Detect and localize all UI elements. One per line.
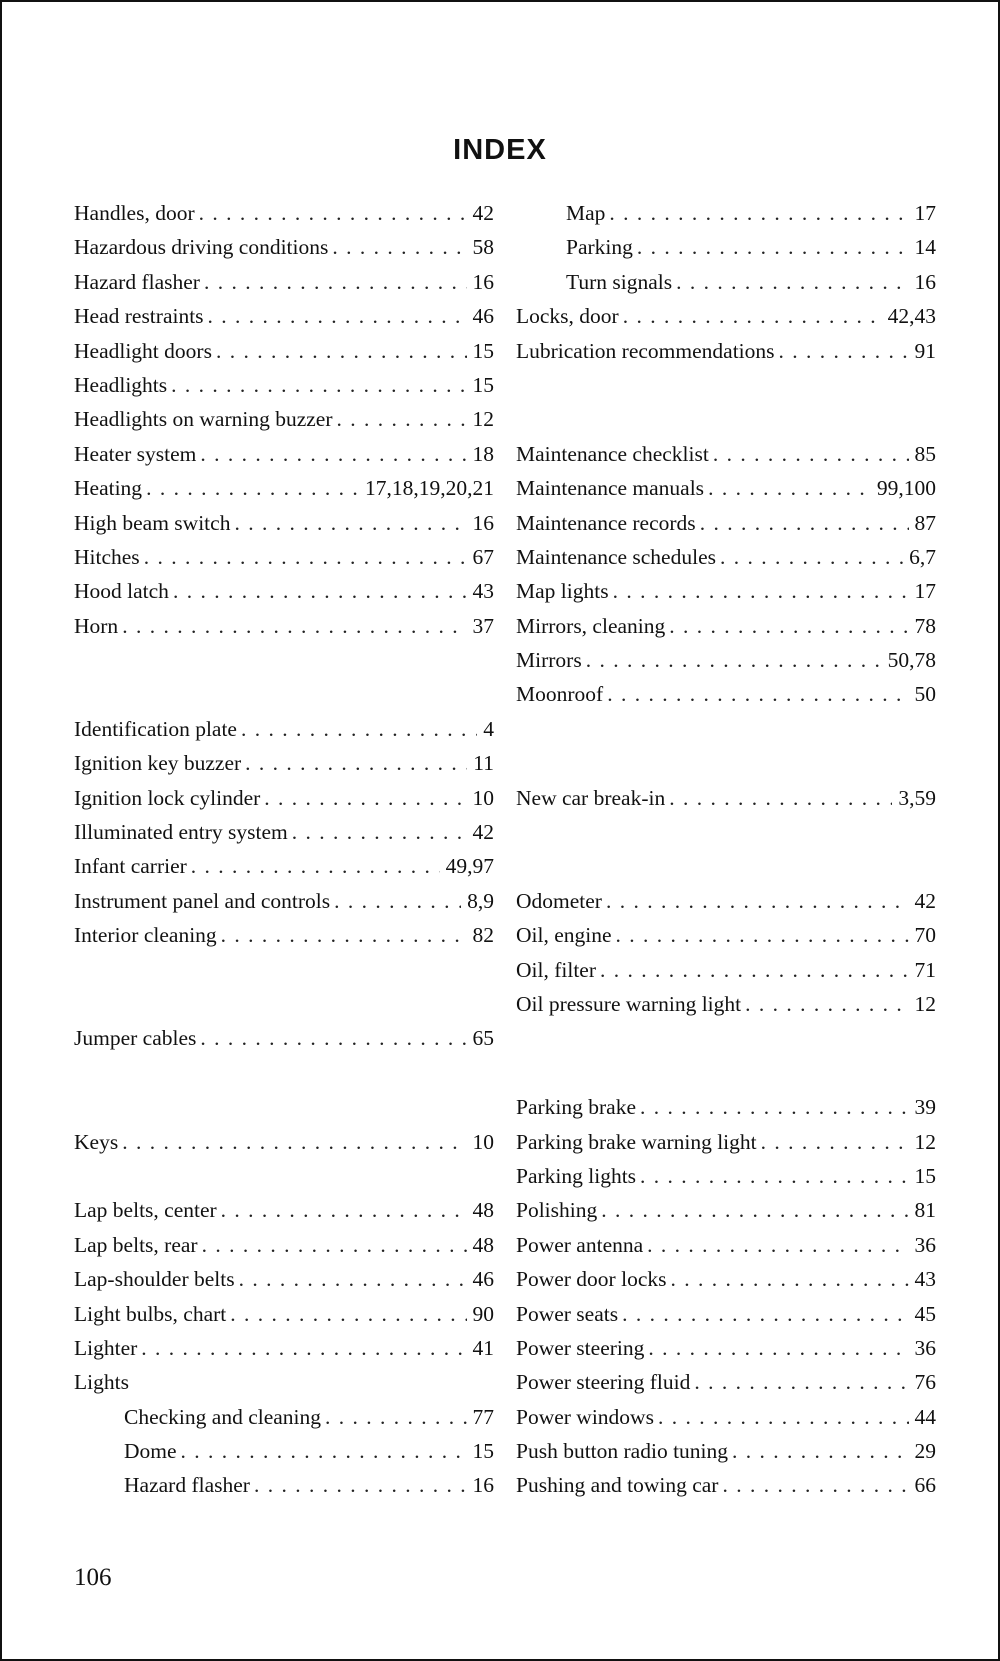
dot-leader [606,884,909,918]
index-term: Locks, door [516,304,619,329]
dot-leader [144,540,467,574]
index-page-ref: 12 [914,991,936,1016]
index-term: Heater system [74,441,197,466]
index-term: Headlights [74,372,168,397]
index-page-ref: 12 [472,407,494,432]
dot-leader [676,265,908,299]
index-spacer [516,368,936,402]
dot-leader [720,540,903,574]
index-term: Oil pressure warning light [516,991,742,1016]
index-page-ref: 50,78 [887,648,936,673]
dot-leader [230,1297,466,1331]
index-spacer [516,402,936,436]
index-page-ref: 8,9 [467,888,494,913]
index-page-ref: 48 [472,1232,494,1257]
index-term: Maintenance checklist [516,441,709,466]
index-page-ref: 45 [914,1301,936,1326]
index-page-ref: 37 [472,613,494,638]
index-term: Keys [74,1129,119,1154]
index-entry [74,1434,494,1468]
dot-leader [200,1021,466,1055]
dot-leader [708,471,871,505]
dot-leader [722,1468,908,1502]
index-entry [74,609,494,643]
dot-leader [761,1125,909,1159]
index-entry [516,677,936,711]
dot-leader [181,1434,467,1468]
index-entry [516,196,936,230]
index-term: Power windows [516,1404,654,1429]
dot-leader [623,299,882,333]
index-entry [74,1262,494,1296]
dot-leader [325,1400,466,1434]
index-entry [516,987,936,1021]
index-entry [516,265,936,299]
index-page-ref: 46 [472,304,494,329]
index-term: Lap belts, rear [74,1232,198,1257]
dot-leader [670,1262,908,1296]
dot-leader [586,643,882,677]
index-spacer [516,849,936,883]
dot-leader [199,196,467,230]
index-column-right [516,196,936,1503]
index-page-ref: 49,97 [445,854,494,879]
index-entry [516,609,936,643]
index-term: Headlight doors [74,338,212,363]
index-term: Mirrors [516,648,582,673]
index-entry [516,299,936,333]
index-page-ref: 12 [914,1129,936,1154]
index-spacer [74,1056,494,1090]
index-page-ref: 36 [914,1335,936,1360]
index-term: Mirrors, cleaning [516,613,666,638]
index-entry [74,781,494,815]
index-entry [74,574,494,608]
index-entry [74,368,494,402]
index-entry [516,781,936,815]
index-term: Infant carrier [74,854,187,879]
dot-leader [332,230,466,264]
index-column-left [74,196,494,1503]
dot-leader [241,712,477,746]
index-term: Maintenance manuals [516,476,705,501]
index-page-ref: 50 [914,682,936,707]
index-entry [74,1468,494,1502]
index-entry [516,1228,936,1262]
index-term: Polishing [516,1198,598,1223]
dot-leader [607,677,908,711]
index-entry [74,1331,494,1365]
index-term: Maintenance records [516,510,696,535]
index-page-ref: 77 [472,1404,494,1429]
index-entry [74,230,494,264]
dot-leader [745,987,908,1021]
index-term: Hazardous driving conditions [74,235,329,260]
index-entry [516,643,936,677]
index-term: Map [566,201,606,225]
index-page-ref: 46 [472,1267,494,1292]
index-page-ref: 42,43 [887,304,936,329]
index-entry [516,918,936,952]
dot-leader [234,506,466,540]
index-term: Jumper cables [74,1026,197,1051]
index-term: Map lights [516,579,609,604]
index-term: Lights [74,1370,129,1395]
page-title: INDEX [453,134,547,166]
index-entry [74,918,494,952]
index-term: Lubrication recommendations [516,338,775,363]
index-entry [516,1090,936,1124]
index-term: Identification plate [74,716,237,741]
index-page-ref: 42 [914,888,936,913]
index-entry [74,506,494,540]
dot-leader [640,1090,908,1124]
index-page-ref: 66 [914,1473,936,1498]
index-term: Handles, door [74,201,195,225]
index-term: Maintenance schedules [516,544,716,569]
index-entry [516,953,936,987]
index-entry [74,815,494,849]
dot-leader [713,437,909,471]
index-term: Power seats [516,1301,619,1326]
index-entry [516,334,936,368]
index-term: New car break-in [516,785,666,810]
index-entry [74,712,494,746]
index-entry [516,540,936,574]
index-page-ref: 99,100 [876,476,936,501]
index-entry [516,1434,936,1468]
index-term: Headlights on warning buzzer [74,407,333,432]
dot-leader [245,746,467,780]
index-entry [74,1193,494,1227]
dot-leader [239,1262,467,1296]
index-entry [516,574,936,608]
index-entry [74,1400,494,1434]
index-entry [74,196,494,230]
dot-leader [337,402,467,436]
index-spacer [516,712,936,746]
index-entry [74,540,494,574]
dot-leader [648,1331,908,1365]
index-term: Oil, engine [516,923,612,948]
index-term: Ignition key buzzer [74,751,242,776]
index-term: Parking lights [516,1163,637,1188]
page-number: 106 [74,1564,112,1591]
index-page-ref: 58 [472,235,494,260]
index-entry [516,1365,936,1399]
index-page-ref: 10 [472,1129,494,1154]
index-term: Power door locks [516,1267,667,1292]
index-spacer [74,1090,494,1124]
dot-leader [173,574,467,608]
index-page-ref: 17,18,19,20,21 [365,476,494,501]
index-page-ref: 17 [914,579,936,604]
index-spacer [516,1021,936,1055]
index-entry [74,849,494,883]
index-term: Moonroof [516,682,604,707]
index-page-ref: 15 [472,372,494,397]
index-page-ref: 15 [914,1163,936,1188]
dot-leader [609,196,908,230]
index-entry [74,1125,494,1159]
index-entry [516,1262,936,1296]
dot-leader [254,1468,467,1502]
index-term: High beam switch [74,510,231,535]
index-term: Heating [74,476,143,501]
dot-leader [208,299,467,333]
dot-leader [292,815,467,849]
dot-leader [146,471,359,505]
index-entry [74,437,494,471]
index-term: Hazard flasher [124,1473,250,1498]
index-entry [74,471,494,505]
dot-leader [616,918,909,952]
index-term: Power antenna [516,1232,644,1257]
index-spacer [74,1159,494,1193]
index-page-ref: 6,7 [909,544,936,569]
index-term: Power steering fluid [516,1370,691,1395]
dot-leader [171,368,466,402]
index-page-ref: 65 [472,1026,494,1051]
index-page-ref: 15 [472,338,494,363]
index-page-ref: 42 [472,201,494,225]
dot-leader [669,781,892,815]
index-page-ref: 16 [472,1473,494,1498]
dot-leader [122,1125,466,1159]
index-term: Hazard flasher [74,269,200,294]
index-term: Hood latch [74,579,169,604]
dot-leader [613,574,909,608]
index-page-ref: 16 [472,510,494,535]
index-page-ref: 90 [472,1301,494,1326]
index-entry [516,1468,936,1502]
dot-leader [122,609,466,643]
index-page-ref: 43 [472,579,494,604]
index-term: Turn signals [566,269,673,294]
index-spacer [516,815,936,849]
index-entry [516,1159,936,1193]
index-term: Pushing and towing car [516,1473,719,1498]
dot-leader [700,506,909,540]
index-page-ref: 10 [472,785,494,810]
index-term: Head restraints [74,304,204,329]
index-term: Light bulbs, chart [74,1301,227,1326]
index-term: Checking and cleaning [124,1404,322,1429]
dot-leader [601,1193,908,1227]
dot-leader [779,334,909,368]
index-term: Lighter [74,1335,138,1360]
dot-leader [191,849,440,883]
index-page-ref: 48 [472,1198,494,1223]
index-entry [74,299,494,333]
index-page-ref: 82 [472,923,494,948]
index-term: Horn [74,613,119,638]
index-page-ref: 36 [914,1232,936,1257]
index-page-ref: 11 [473,751,494,776]
index-spacer [74,953,494,987]
index-page-ref: 16 [472,269,494,294]
dot-leader [202,1228,467,1262]
dot-leader [622,1297,908,1331]
index-heading [74,1365,494,1399]
index-term: Lap belts, center [74,1198,217,1223]
index-page-ref: 43 [914,1267,936,1292]
dot-leader [732,1434,908,1468]
index-spacer [516,1056,936,1090]
dot-leader [264,781,466,815]
dot-leader [637,230,909,264]
index-term: Odometer [516,888,602,913]
index-page-ref: 18 [472,441,494,466]
dot-leader [658,1400,909,1434]
index-page-ref: 44 [914,1404,936,1429]
index-spacer [74,987,494,1021]
index-page-ref: 15 [472,1439,494,1464]
dot-leader [640,1159,908,1193]
dot-leader [600,953,908,987]
index-entry [516,230,936,264]
index-term: Ignition lock cylinder [74,785,261,810]
index-page-ref: 16 [914,269,936,294]
index-term: Parking [566,235,633,260]
index-term: Illuminated entry system [74,820,288,845]
index-page-ref: 91 [914,338,936,363]
index-term: Instrument panel and controls [74,888,331,913]
dot-leader [334,884,461,918]
index-page-ref: 78 [914,613,936,638]
index-page-ref: 76 [914,1370,936,1395]
index-entry [516,1193,936,1227]
index-page-ref: 3,59 [898,785,936,810]
dot-leader [200,437,466,471]
dot-leader [694,1365,908,1399]
index-page-ref: 29 [914,1439,936,1464]
index-page-ref: 71 [914,957,936,982]
index-entry [74,1021,494,1055]
index-spacer [74,677,494,711]
index-entry [516,884,936,918]
dot-leader [204,265,467,299]
index-page-ref: 87 [914,510,936,535]
index-entry [516,471,936,505]
index-page-ref: 85 [914,441,936,466]
index-entry [74,1228,494,1262]
index-page-ref: 14 [914,235,936,260]
index-entry [74,746,494,780]
dot-leader [216,334,467,368]
dot-leader [221,918,467,952]
index-page-ref: 41 [472,1335,494,1360]
index-spacer [74,643,494,677]
index-entry [74,265,494,299]
index-page-ref: 42 [472,820,494,845]
index-page-ref: 67 [472,544,494,569]
index-page-ref: 70 [914,923,936,948]
index-entry [74,1297,494,1331]
dot-leader [221,1193,467,1227]
index-entry [516,1400,936,1434]
dot-leader [141,1331,466,1365]
index-term: Parking brake [516,1095,637,1120]
index-term: Dome [124,1439,177,1464]
index-page-ref: 4 [483,716,494,741]
index-term: Hitches [74,544,140,569]
index-entry [516,1331,936,1365]
index-term: Parking brake warning light [516,1129,757,1154]
dot-leader [647,1228,908,1262]
index-term: Power steering [516,1335,645,1360]
index-term: Interior cleaning [74,923,217,948]
index-page-ref: 17 [914,201,936,225]
index-spacer [516,746,936,780]
dot-leader [669,609,908,643]
index-term: Push button radio tuning [516,1439,729,1464]
index-entry [74,884,494,918]
index-entry [516,437,936,471]
index-term: Lap-shoulder belts [74,1267,235,1292]
index-entry [516,1125,936,1159]
index-term: Oil, filter [516,957,597,982]
index-entry [516,1297,936,1331]
index-entry [74,402,494,436]
index-entry [516,506,936,540]
index-entry [74,334,494,368]
index-page-ref: 39 [914,1095,936,1120]
index-page-ref: 81 [914,1198,936,1223]
